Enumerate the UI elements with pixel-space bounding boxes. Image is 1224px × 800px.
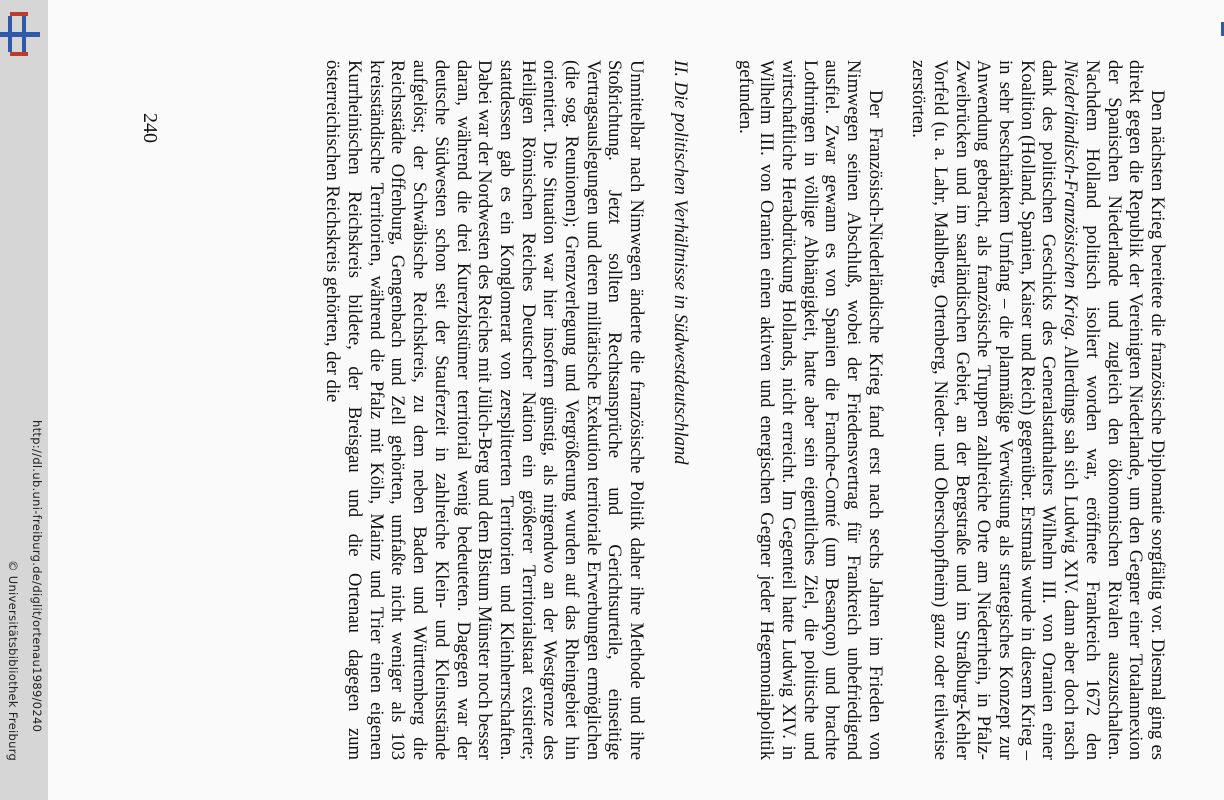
library-logo-icon — [0, 12, 40, 56]
paragraph-2: Der Französisch-Niederländische Krieg fand erst nach sechs Jahren im Frieden von Nimwegen seinen Abschluß, wobei der Friedensvertrag für Frankreich unbefriedigend ausfiel. Zwar gewann es von Spanien die Franche-Comté (um Besançon) und brachte Lothringen in völlige Abhängigkeit, hatte aber sein eigentliches Ziel, die politische und wirtschaftliche Herabdrückung Hollands, nicht erreicht. Im Gegenteil hatte Ludwig XIV. in Wilhelm III. von Oranien einen aktiven und energischen Gegner jeder Hegemonialpolitik gefunden. — [734, 60, 886, 760]
paragraph-1-start: Den nächsten Krieg bereitete die französische Diplomatie sorgfältig vor. Diesmal ging es direkt gegen die Republik der Vereinigten Niederlande, um den Gegner einer Totalannexion der Spanischen Niederlande und zugleich den ökonomischen Rivalen auszuschalten. Nachdem Holland politisch isoliert worden war, eröffnete Frankreich 1672 den — [1081, 60, 1168, 760]
paragraph-1-italic: Niederländisch-Französischen Krieg. — [1060, 60, 1082, 341]
paragraph-3: Unmittelbar nach Nimwegen änderte die französische Politik daher ihre Methode und ihre Stoßrichtung. Jetzt sollten Rechtsansprüche und Gerichtsurteile, einseitige Vertragsauslegungen und deren militärische Exekution territoriale Erwerbungen ermöglichen (die sog. Reunionen); Grenzverlegung und Vergrößerung wurden auf das Rheingebiet hin orientiert. Die Situation war hier insofern günstig, als nirgendwo an der Westgrenze des Heiligen Römischen Reiches Deutscher Nation ein größerer Territorialstaat existierte; stattdessen gab es ein Konglomerat von zersplitterten Territorien und Kleinherrschaften. Dabei war der Nordwesten des Reiches mit Jülich-Berg und dem Bistum Münster noch besser daran, während die drei Kurerzbistümer territorial wenig bedeuteten. Dagegen war der deutsche Südwesten schon seit der Stauferzeit in zahlreiche Klein- und Kleinststände aufgelöst; der Schwäbische Reichskreis, zu dem neben Baden und Württemberg die Reichsstädte Offenburg, Gengenbach und Zell gehörten, umfaßte nicht weniger als 103 kreisständische Territorien, während die Pfalz mit Köln, Mainz und Trier einen eigenen Kurrheinischen Reichskreis bildete, der Breisgau und die Ortenau dagegen zum österreichischen Reichskreis gehörten, der die — [322, 60, 648, 760]
section-heading: II. Die politischen Verhältnisse in Südwestdeutschland — [669, 60, 691, 465]
page-number: 240 — [139, 113, 161, 143]
page-text-block — [128, 60, 1168, 760]
paragraph-1-end: Allerdings sah sich Ludwig XIV. dann aber doch rasch dank des politischen Geschicks des Generalstatthalters Wilhelm III. von Oranien einer Koalition (Holland, Spanien, Kaiser und Reich) gegenüber. Erstmals wurde in diesem Krieg – in sehr beschränktem Umfang – die planmäßige Verwüstung als strategisches Konzept zur Anwendung gebracht, als französische Truppen zahlreiche Orte am Niederrhein, in Pfalz-Zweibrücken und im saarländischen Gebiet, an der Bergstraße und im Straßburg-Kehler Vorfeld (u. a. Lahr, Mahlberg, Ortenberg, Nieder- und Oberschopfheim) ganz oder teilweise zerstörten. — [908, 60, 1082, 760]
viewer-sidebar — [0, 0, 48, 800]
scanned-page — [48, 0, 1224, 800]
source-url[interactable]: http://dl.ub.uni-freiburg.de/diglit/ortenau1989/0240 — [30, 420, 44, 733]
paragraph-1 — [908, 60, 1168, 760]
copyright-notice: © Universitätsbibliothek Freiburg — [6, 560, 20, 762]
